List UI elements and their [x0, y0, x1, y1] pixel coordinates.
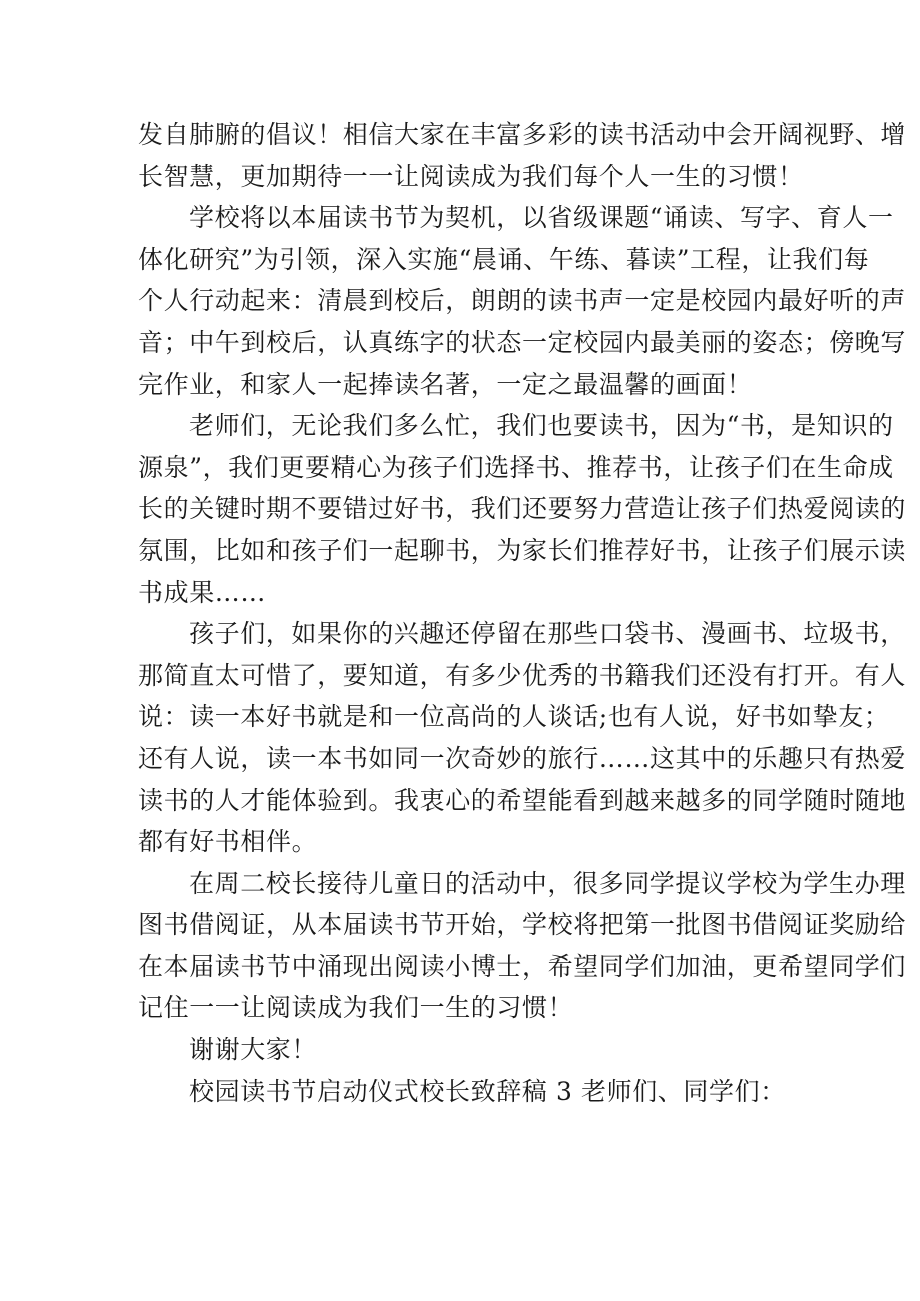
text-line: 图书借阅证，从本届读书节开始，学校将把第一批图书借阅证奖励给 — [138, 910, 907, 940]
text-line: 个人行动起来：清晨到校后，朗朗的读书声一定是校园内最好听的声 — [138, 286, 907, 316]
text-line: 还有人说，读一本书如同一次奇妙的旅行……这其中的乐趣只有热爱 — [138, 743, 907, 773]
paragraph-start-line: 学校将以本届读书节为契机，以省级课题“诵读、写字、育人一 — [189, 203, 894, 233]
text-line: 完作业，和家人一起捧读名著，一定之最温馨的画面！ — [138, 369, 753, 399]
closing-line: 谢谢大家！ — [189, 1035, 318, 1065]
text-line: 长智慧，更加期待一一让阅读成为我们每个人一生的习惯！ — [138, 161, 804, 191]
text-line: 氛围，比如和孩子们一起聊书，为家长们推荐好书，让孩子们展示读 — [138, 535, 907, 565]
text-line: 都有好书相伴。 — [138, 827, 318, 857]
text-line: 长的关键时期不要错过好书，我们还要努力营造让孩子们热爱阅读的 — [138, 494, 907, 524]
text-line: 体化研究”为引领，深入实施“晨诵、午练、暮读”工程，让我们每 — [138, 244, 870, 274]
text-line: 说：读一本好书就是和一位高尚的人谈话;也有人说，好书如挚友； — [138, 702, 890, 732]
paragraph-start-line: 孩子们，如果你的兴趣还停留在那些口袋书、漫画书、垃圾书， — [189, 619, 906, 649]
paragraph-start-line: 在周二校长接待儿童日的活动中，很多同学提议学校为学生办理 — [189, 868, 906, 898]
document-body — [138, 114, 907, 1112]
paragraph-start-line: 老师们，无论我们多么忙，我们也要读书，因为“书，是知识的 — [189, 411, 894, 441]
text-line: 在本届读书节中涌现出阅读小博士，希望同学们加油，更希望同学们 — [138, 951, 907, 981]
text-line: 那简直太可惜了，要知道，有多少优秀的书籍我们还没有打开。有人 — [138, 660, 907, 690]
text-line: 记住一一让阅读成为我们一生的习惯！ — [138, 993, 574, 1023]
text-line: 音；中午到校后，认真练字的状态一定校园内最美丽的姿态；傍晚写 — [138, 327, 907, 357]
text-line: 读书的人才能体验到。我衷心的希望能看到越来越多的同学随时随地 — [138, 785, 907, 815]
text-line: 书成果…… — [138, 577, 267, 607]
next-section-heading: 校园读书节启动仪式校长致辞稿 3 老师们、同学们： — [189, 1076, 786, 1106]
text-line: 源泉”，我们更要精心为孩子们选择书、推荐书，让孩子们在生命成 — [138, 452, 894, 482]
text-line: 发自肺腑的倡议！相信大家在丰富多彩的读书活动中会开阔视野、增 — [138, 120, 907, 149]
